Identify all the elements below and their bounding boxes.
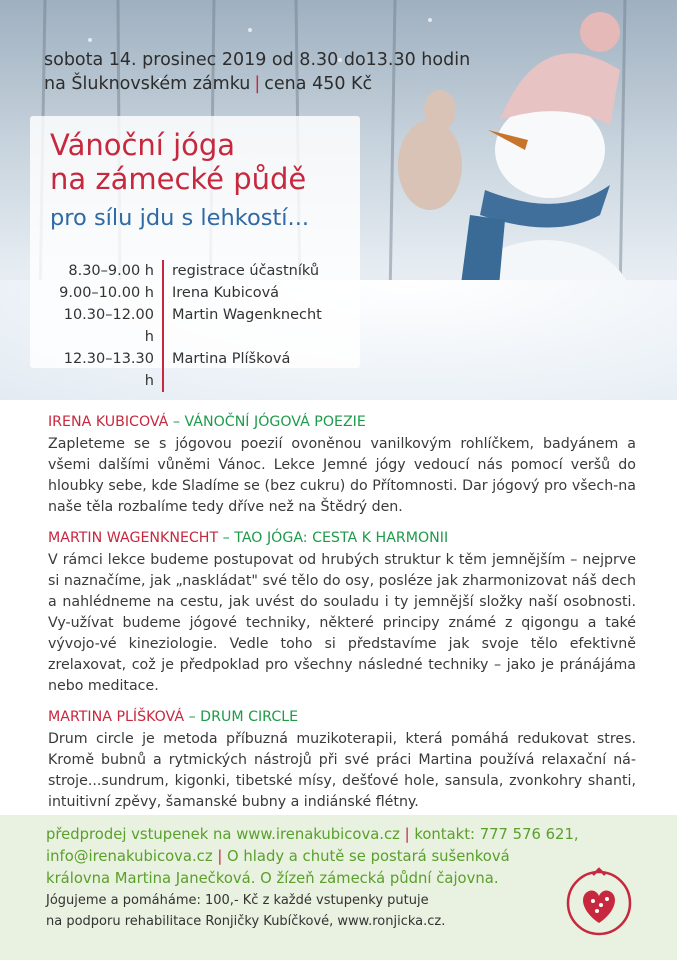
section-martina xyxy=(48,707,636,813)
catering-text-1: O hlady a chutě se postará sušenková xyxy=(227,848,510,865)
title-line-1: Vánoční jóga xyxy=(50,128,236,162)
schedule xyxy=(50,260,322,392)
section-heading xyxy=(48,528,636,549)
section-topic: – VÁNOČNÍ JÓGOVÁ POEZIE xyxy=(172,414,366,430)
section-text: Drum circle je metoda příbuzná muzikoterapii, která pomáhá redukovat stres. Kromě bubnů a rytmických nástrojů při své práci Martina používá relaxační ná-stroje...sundrum, kigonki, tibetské mísy, dešťové hole, sansula, zvonkohry shanti, intuitivní zpěvy, šamanské bubny a indiánské flétny. xyxy=(48,731,636,810)
program-descriptions xyxy=(48,412,636,823)
schedule-divider xyxy=(162,282,164,304)
footer-line-2 xyxy=(46,846,636,868)
schedule-item: registrace účastníků xyxy=(172,263,320,279)
speaker-name: MARTIN WAGENKNECHT xyxy=(48,530,219,546)
schedule-time: 9.00–10.00 h xyxy=(59,285,154,301)
section-irena xyxy=(48,412,636,518)
schedule-time: 8.30–9.00 h xyxy=(68,263,154,279)
schedule-time: 10.30–12.00 h xyxy=(63,307,154,345)
schedule-row xyxy=(50,260,322,282)
section-martin xyxy=(48,528,636,697)
section-topic: – TAO JÓGA: CESTA K HARMONII xyxy=(222,530,449,546)
schedule-item: Martin Wagenknecht xyxy=(172,307,322,323)
separator: | xyxy=(404,826,410,843)
charity-text-1: Jógujeme a pomáháme: 100,- Kč z každé vstupenky putuje xyxy=(46,893,429,908)
speaker-name: MARTINA PLÍŠKOVÁ xyxy=(48,709,185,725)
charity-text-2: na podporu rehabilitace Ronjičky Kubíčkové, www.ronjicka.cz. xyxy=(46,914,446,929)
contact-phone: kontakt: 777 576 621, xyxy=(414,826,579,843)
separator: | xyxy=(254,74,261,94)
title-line-2: na zámecké půdě xyxy=(50,162,307,196)
event-subtitle: pro sílu jdu s lehkostí... xyxy=(50,205,310,231)
section-heading xyxy=(48,707,636,728)
event-date: sobota 14. prosinec 2019 od 8.30 do13.30 hodin xyxy=(44,50,471,70)
schedule-row xyxy=(50,348,322,392)
speaker-name: IRENA KUBICOVÁ xyxy=(48,414,169,430)
event-place: na Šluknovském zámku xyxy=(44,74,251,94)
schedule-time: 12.30–13.30 h xyxy=(63,351,154,389)
section-topic: – DRUM CIRCLE xyxy=(188,709,299,725)
footer-line-1 xyxy=(46,824,636,846)
footer-info xyxy=(46,824,636,932)
schedule-divider xyxy=(162,304,164,348)
section-text: V rámci lekce budeme postupovat od hrubých struktur k těm jemnějším – nejprve si naznačíme, jak „naskládat" své tělo do osy, posléze jak zharmonizovat náš dech a nahlédneme na cestu, jak uvést do souladu i ty jemnější složky naší osobnosti. Vy-užívat budeme jógové techniky, některé principy známé z qigongu a také vývojo-vé kineziologie. Vedle toho si představíme jak svoje tělo efektivně zrelaxovat, což je předpoklad pro všechny následné techniky – jako je pránájáma nebo meditace. xyxy=(48,552,636,694)
pomegranate-heart-logo-icon xyxy=(563,865,635,937)
section-text: Zapleteme se s jógovou poezií ovoněnou vanilkovým rohlíčkem, badyánem a všemi dalšími vůněmi Vánoc. Lekce Jemné jógy vedoucí nás pomocí veršů do hloubky sebe, kde Sladíme se (bez cukru) do Přítomnosti. Dar jógový pro všech-na naše těla rozbalíme tedy dříve než na Štědrý den. xyxy=(48,436,636,515)
schedule-divider xyxy=(162,348,164,392)
schedule-item: Irena Kubicová xyxy=(172,285,280,301)
event-place-price xyxy=(44,72,470,96)
schedule-item: Martina Plíšková xyxy=(172,351,291,367)
schedule-row xyxy=(50,282,322,304)
catering-text-2: královna Martina Janečková. O žízeň zámecká půdní čajovna. xyxy=(46,870,499,887)
event-price: cena 450 Kč xyxy=(264,74,373,94)
schedule-divider xyxy=(162,260,164,282)
presale-link[interactable]: předprodej vstupenek na www.irenakubicova.cz xyxy=(46,826,400,843)
section-heading xyxy=(48,412,636,433)
schedule-row xyxy=(50,304,322,348)
event-date-place xyxy=(44,48,470,96)
email-link[interactable]: info@irenakubicova.cz xyxy=(46,848,213,865)
separator: | xyxy=(217,848,223,865)
event-title xyxy=(50,128,306,196)
